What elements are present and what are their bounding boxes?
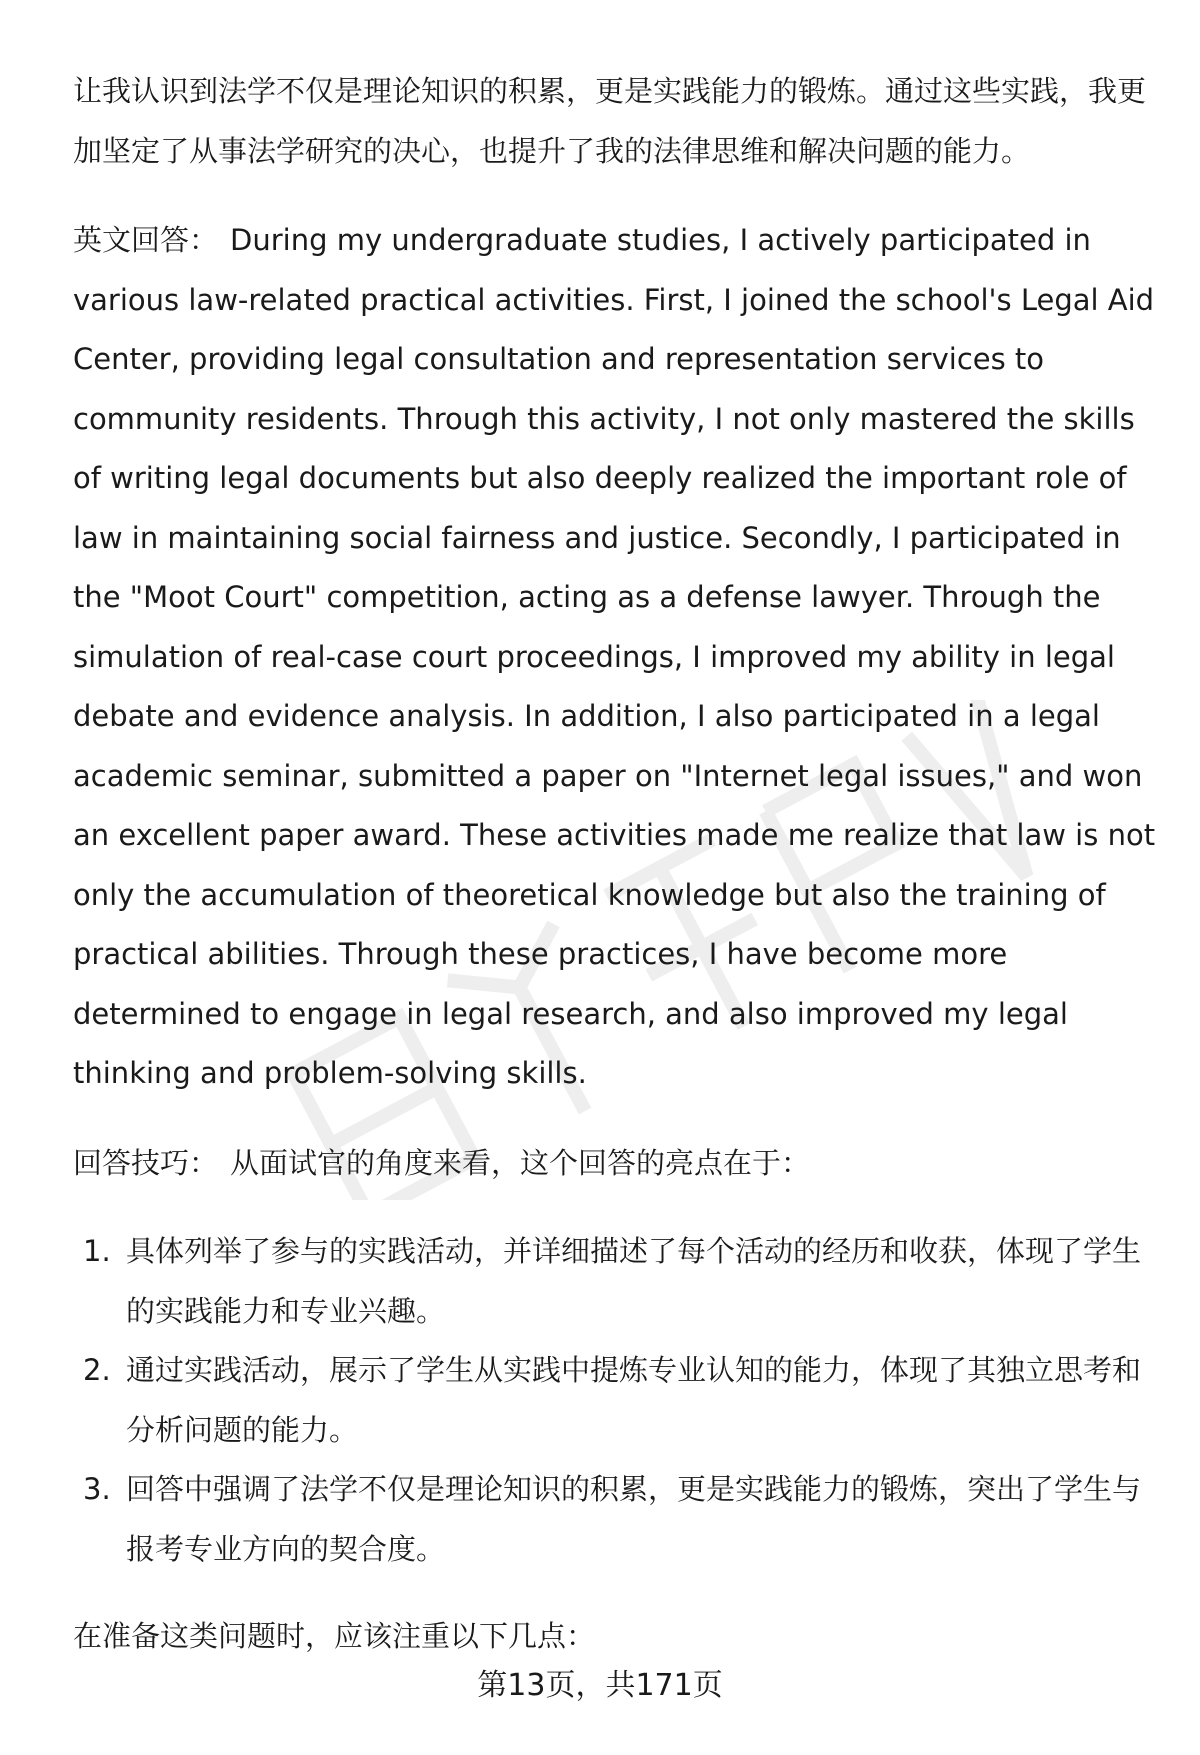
page-number-footer: 第13页，共171页 <box>477 1668 723 1703</box>
list-item <box>73 1460 1158 1579</box>
closing-line: 在准备这类问题时，应该注重以下几点： <box>73 1619 596 1653</box>
english-answer-text: During my undergraduate studies, I actively participated in various law-related practical activities. First, I joined the school's Legal Aid Center, providing legal consultation and representation services to community residents. Through this activity, I not only mastered the skills of writing legal documents but also deeply realized the important role of law in maintaining social fairness and justice. Secondly, I participated in the "Moot Court" competition, acting as a defense lawyer. Through the simulation of real-case court proceedings, I improved my ability in legal debate and evidence analysis. In addition, I also participated in a legal academic seminar, submitted a paper on "Internet legal issues," and won an excellent paper award. These activities made me realize that law is not only the accumulation of theoretical knowledge but also the training of practical abilities. Through these practices, I have become more determined to engage in legal research, and also improved my legal thinking and problem-solving skills. <box>73 223 1156 1090</box>
answer-tips-intro: 从面试官的角度来看，这个回答的亮点在于： <box>230 1145 811 1180</box>
english-answer-label: 英文回答： <box>73 223 219 257</box>
answer-tips-label: 回答技巧： <box>73 1145 219 1180</box>
list-item <box>73 1341 1158 1460</box>
list-item-text: 回答中强调了法学不仅是理论知识的积累，更是实践能力的锻炼，突出了学生与报考专业方向的契合度。 <box>126 1472 1142 1566</box>
list-item-number: 1. <box>83 1234 111 1268</box>
list-item-text: 通过实践活动，展示了学生从实践中提炼专业认知的能力，体现了其独立思考和分析问题的能力。 <box>126 1353 1142 1447</box>
list-item <box>73 1222 1158 1341</box>
document-body <box>73 62 1158 1697</box>
answer-tips-paragraph <box>73 1134 1158 1194</box>
english-answer-paragraph <box>73 211 1158 1104</box>
list-item-text: 具体列举了参与的实践活动，并详细描述了每个活动的经历和收获，体现了学生的实践能力和专业兴趣。 <box>126 1234 1142 1328</box>
answer-tips-list <box>73 1222 1158 1579</box>
list-item-number: 2. <box>83 1353 111 1387</box>
list-item-number: 3. <box>83 1472 111 1506</box>
top-paragraph: 让我认识到法学不仅是理论知识的积累，更是实践能力的锻炼。通过这些实践，我更加坚定了从事法学研究的决心，也提升了我的法律思维和解决问题的能力。 <box>73 74 1147 168</box>
